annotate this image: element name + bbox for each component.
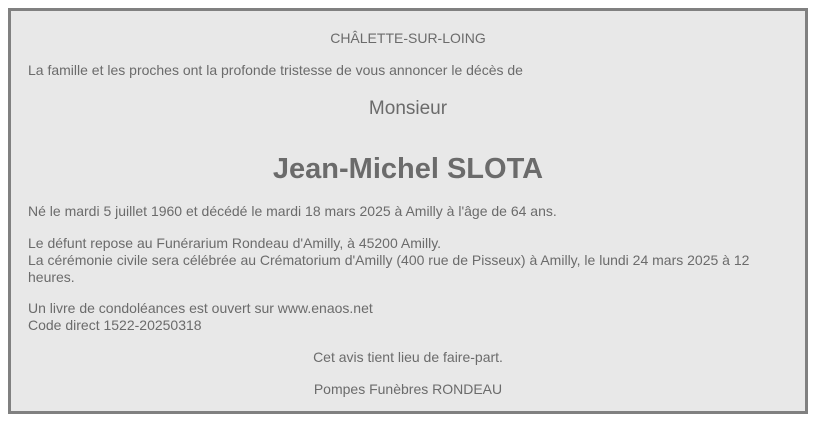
funeral-home-name: Pompes Funèbres RONDEAU [313,381,503,397]
condolence-info [28,300,788,334]
faire-part-note: Cet avis tient lieu de faire-part. [313,349,503,365]
deceased-name: Jean-Michel SLOTA [272,153,544,185]
notice-intro: La famille et les proches ont la profonde tristesse de vous annoncer le décès de [28,62,523,78]
birth-death-info: Né le mardi 5 juillet 1960 et décédé le mardi 18 mars 2025 à Amilly à l'âge de 64 ans. [28,203,557,219]
ceremony-info [28,235,788,286]
repose-location: Le défunt repose au Funérarium Rondeau d'Amilly, à 45200 Amilly. [28,235,442,251]
death-notice-card [8,8,808,414]
condolence-book-text: Un livre de condoléances est ouvert sur www.enaos.net [28,300,373,316]
notice-content [28,11,788,411]
ceremony-details: La cérémonie civile sera célébrée au Crématorium d'Amilly (400 rue de Pisseux) à Amilly, le lundi 24 mars 2025 à 12 heures. [28,252,750,285]
notice-honorific: Monsieur [368,98,448,119]
direct-code: Code direct 1522-20250318 [28,317,202,333]
notice-city: CHÂLETTE-SUR-LOING [330,30,486,46]
